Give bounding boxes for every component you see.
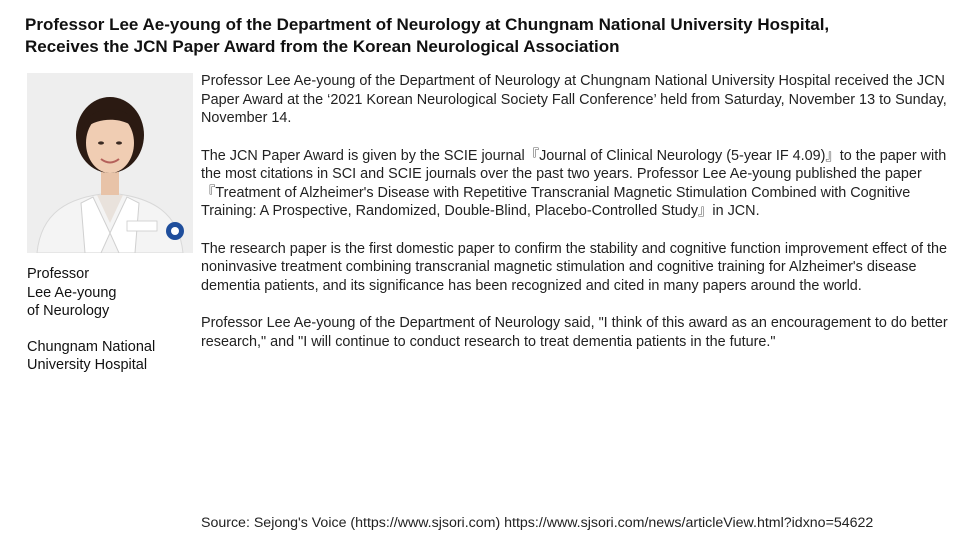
hospital-emblem-center — [171, 227, 179, 235]
name-tag — [127, 221, 157, 231]
right-eye — [116, 141, 122, 144]
paragraph-1: Professor Lee Ae-young of the Department of Neurology at Chungnam National University Hospital received the JCN Paper Award at the ‘2021 Korean Neurological Society Fall Conference’ held from Saturday, November 13 to Sunday, November 14. — [201, 73, 947, 126]
portrait-photo — [27, 73, 193, 253]
source-citation: Source: Sejong's Voice (https://www.sjsori.com) https://www.sjsori.com/news/articleView.html?idxno=54622 — [201, 515, 874, 531]
paragraph-2: The JCN Paper Award is given by the SCIE journal『Journal of Clinical Neurology (5-year IF 4.09)』to the paper with the most citations in SCI and SCIE journals over the past two years. Professor Lee Ae-young published the paper『Treatment of Alzheimer's Disease with Repetitive Transcranial Magnetic Stimulation Combined with Cognitive Training: A Prospective, Randomized, Double-Blind, Placebo-Controlled Study』in JCN. — [201, 147, 947, 219]
paragraph-3: The research paper is the first domestic paper to confirm the stability and cognitive function improvement effect of the noninvasive treatment combining transcranial magnetic stimulation and cognitive training for Alzheimer's disease dementia patients, and its significance has been recognized and cited in many papers around the world. — [201, 240, 948, 294]
article-body — [201, 72, 963, 370]
caption-hospital-line-1: Chungnam National — [27, 338, 156, 355]
headline — [25, 14, 965, 58]
headline-line-2: Receives the JCN Paper Award from the Korean Neurological Association — [25, 37, 620, 56]
portrait-illustration — [27, 73, 193, 253]
paragraph-4: Professor Lee Ae-young of the Department of Neurology said, "I think of this award as an encouragement to do better research," and "I will continue to conduct research to treat dementia patients in the future." — [201, 315, 948, 350]
caption-department: of Neurology — [27, 303, 110, 319]
left-eye — [98, 141, 104, 144]
neck — [101, 171, 119, 195]
caption-title: Professor — [27, 266, 90, 282]
caption-hospital-line-2: University Hospital — [27, 357, 148, 373]
photo-caption — [27, 265, 197, 375]
headline-line-1: Professor Lee Ae-young of the Department of Neurology at Chungnam National University Hospital, — [25, 15, 830, 34]
caption-name: Lee Ae-young — [27, 284, 117, 301]
